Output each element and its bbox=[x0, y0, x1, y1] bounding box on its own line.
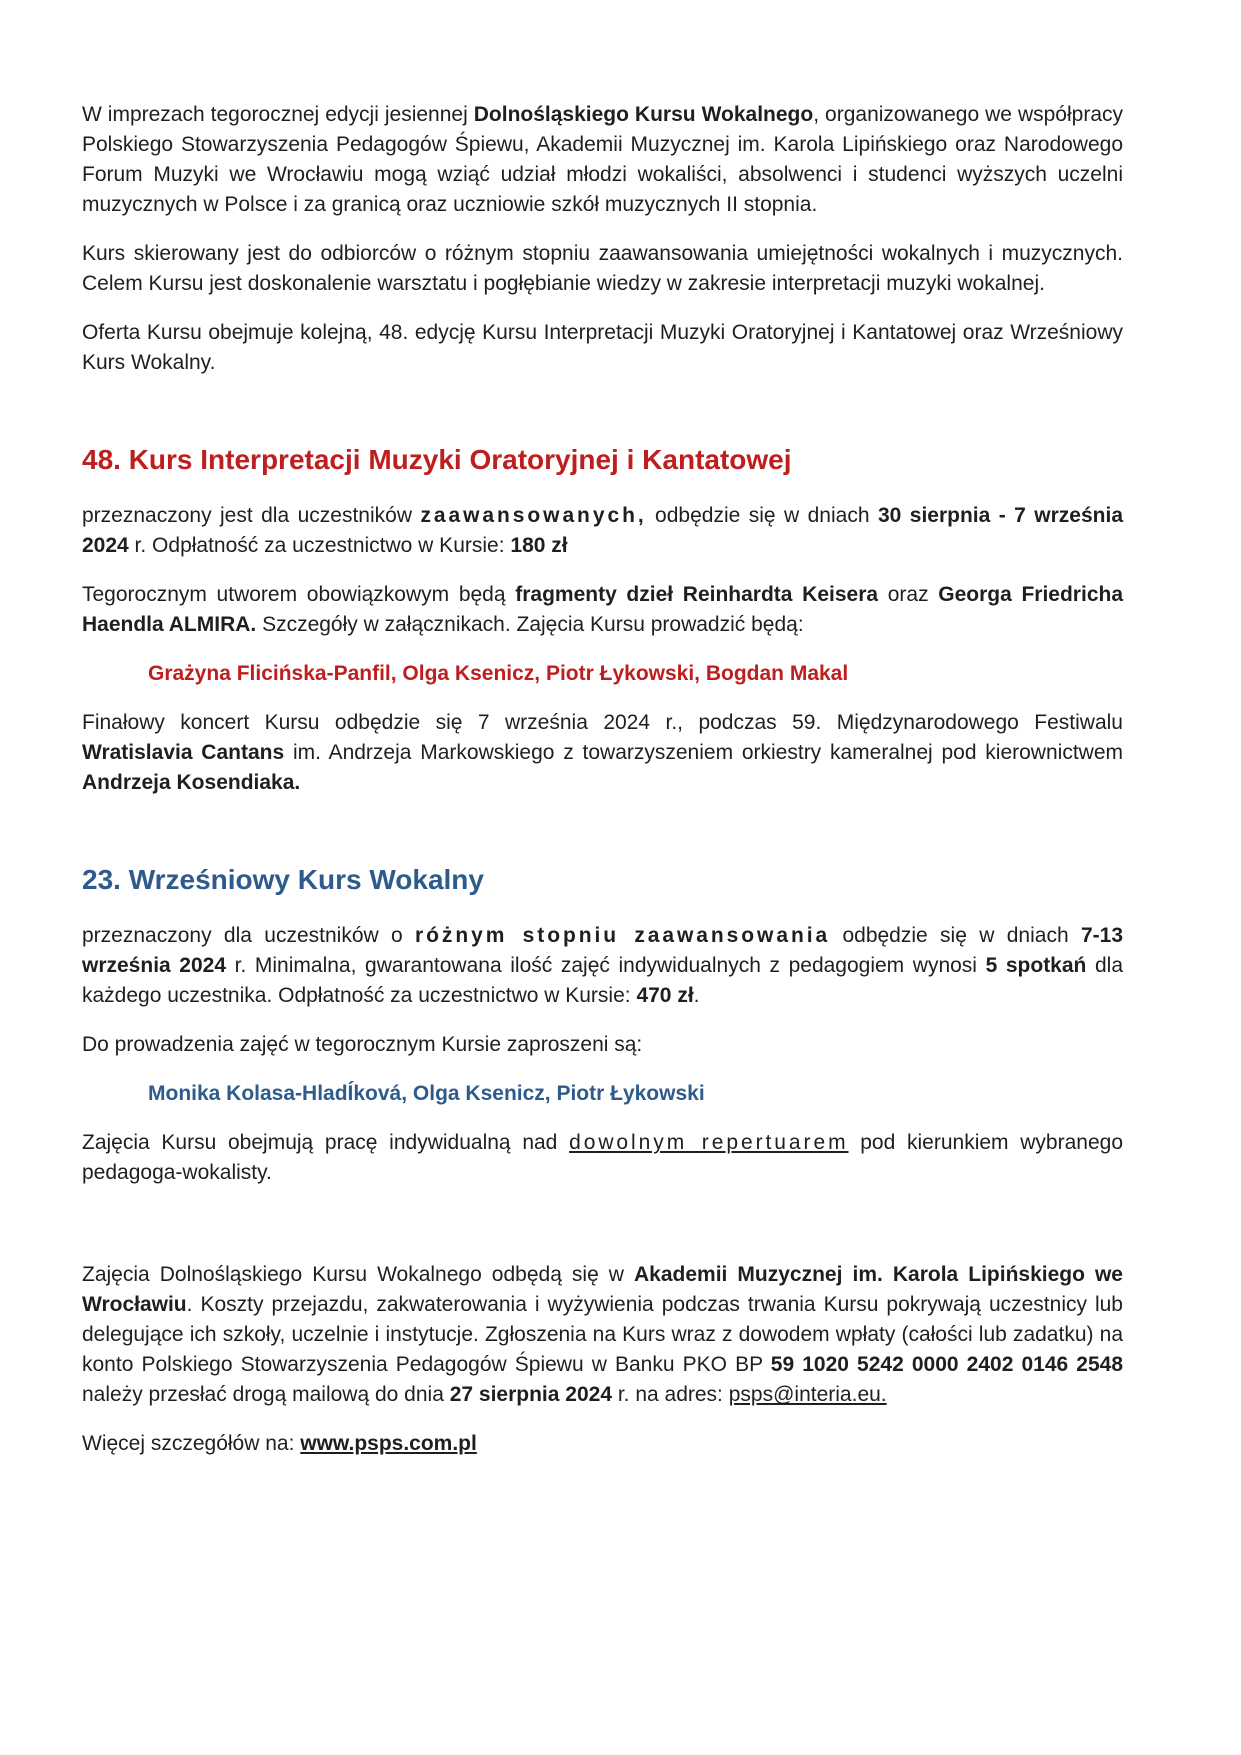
text-run: r. Odpłatność za uczestnictwo w Kursie: bbox=[128, 534, 511, 558]
paragraph-23-details bbox=[82, 921, 1123, 1011]
text-run: dowolnym repertuarem bbox=[569, 1131, 849, 1155]
teachers-23-names bbox=[82, 1079, 1123, 1109]
paragraph-23-repertoire bbox=[82, 1128, 1123, 1188]
paragraph-48-repertoire bbox=[82, 580, 1123, 640]
text-run: Zajęcia Kursu obejmują pracę indywidualną nad bbox=[82, 1131, 570, 1155]
text-run: Akademii Muzycznej im. Karola Lipińskiego we Wrocławiu bbox=[82, 1263, 1123, 1317]
text-run: Oferta Kursu obejmuje kolejną, 48. edycję Kursu Interpretacji Muzyki Oratoryjnej i Kantatowej oraz Wrześniowy Kurs Wokalny. bbox=[82, 321, 1123, 375]
text-run: Tegorocznym utworem obowiązkowym będą bbox=[82, 583, 516, 607]
text-run: Do prowadzenia zajęć w tegorocznym Kursie zaproszeni są: bbox=[82, 1033, 643, 1057]
text-run: Kurs skierowany jest do odbiorców o różnym stopniu zaawansowania umiejętności wokalnych i muzycznych. Celem Kursu jest doskonalenie warsztatu i pogłębianie wiedzy w zakresie interpretacji muzyki wokalnej. bbox=[82, 242, 1123, 296]
text-run: oraz bbox=[878, 583, 939, 607]
text-run: odbędzie się w dniach bbox=[830, 924, 1081, 948]
text-run: przeznaczony jest dla uczestników bbox=[82, 504, 421, 528]
text-run: Więcej szczegółów na: bbox=[82, 1432, 301, 1456]
text-run: Andrzeja Kosendiaka. bbox=[82, 771, 301, 795]
text-run: Grażyna Flicińska-Panfil, Olga Ksenicz, Piotr Łykowski, Bogdan Makal bbox=[148, 662, 849, 686]
text-run: 27 sierpnia 2024 bbox=[449, 1383, 612, 1407]
text-run: . Koszty przejazdu, zakwaterowania i wyżywienia podczas trwania Kursu pokrywają uczestnicy lub delegujące ich szkoły, uczelnie i instytucje. Zgłoszenia na Kurs wraz z dowodem wpłaty (całości lub zadatku) na konto Polskiego Stowarzyszenia Pedagogów Śpiewu w Banku PKO BP bbox=[82, 1293, 1123, 1377]
text-run: 30 sierpnia - 7 września 2024 bbox=[82, 504, 1124, 558]
text-run: Finałowy koncert Kursu odbędzie się 7 września 2024 r., podczas 59. Międzynarodowego Festiwalu bbox=[82, 711, 1123, 735]
text-run: Szczegóły w załącznikach. Zajęcia Kursu prowadzić będą: bbox=[256, 613, 804, 637]
text-run: r. na adres: bbox=[612, 1383, 729, 1407]
paragraph-48-final-concert bbox=[82, 708, 1123, 798]
text-run: Monika Kolasa-HladÍková, Olga Ksenicz, Piotr Łykowski bbox=[148, 1082, 705, 1106]
text-run: 5 spotkań bbox=[985, 954, 1087, 978]
email-link[interactable]: psps@interia.eu. bbox=[728, 1383, 887, 1407]
text-run: Georga Friedricha Haendla ALMIRA. bbox=[82, 583, 1123, 637]
website-link[interactable]: www.psps.com.pl bbox=[300, 1432, 477, 1456]
text-run: pod kierunkiem wybranego pedagoga-wokalisty. bbox=[82, 1131, 1123, 1185]
paragraph-audience bbox=[82, 239, 1123, 299]
text-run: Zajęcia Dolnośląskiego Kursu Wokalnego odbędą się w bbox=[82, 1263, 635, 1287]
text-run: 59 1020 5242 0000 2402 0146 2548 bbox=[770, 1353, 1123, 1377]
heading-23-wrzesniowy-kurs: 23. Wrześniowy Kurs Wokalny bbox=[82, 864, 484, 896]
text-run: przeznaczony dla uczestników o bbox=[82, 924, 416, 948]
text-run: fragmenty dzieł Reinhardta Keisera bbox=[515, 583, 879, 607]
text-run: Dolnośląskiego Kursu Wokalnego bbox=[473, 103, 814, 126]
paragraph-organization-info bbox=[82, 1260, 1123, 1410]
paragraph-23-invited bbox=[82, 1030, 1123, 1060]
paragraph-48-details bbox=[82, 501, 1123, 561]
paragraph-offer bbox=[82, 318, 1123, 378]
paragraph-intro bbox=[82, 100, 1123, 220]
text-run: W imprezach tegorocznej edycji jesiennej bbox=[82, 103, 474, 126]
text-run: należy przesłać drogą mailową do dnia bbox=[82, 1383, 450, 1407]
heading-48-kurs-interpretacji: 48. Kurs Interpretacji Muzyki Oratoryjnej i Kantatowej bbox=[82, 444, 792, 476]
text-run: , organizowanego we współpracy Polskiego Stowarzyszenia Pedagogów Śpiewu, Akademii Muzycznej im. Karola Lipińskiego oraz Narodowego Forum Muzyki we Wrocławiu mogą wziąć udział młodzi wokaliści, absolwenci i studenci wyższych uczelni muzycznych w Polsce i za granicą oraz uczniowie szkół muzycznych II stopnia. bbox=[82, 103, 1123, 217]
text-run: 470 zł bbox=[636, 984, 694, 1008]
text-run: 7-13 września 2024 bbox=[82, 924, 1124, 978]
text-run: Wratislavia Cantans bbox=[82, 741, 285, 765]
text-run: r. Minimalna, gwarantowana ilość zajęć indywidualnych z pedagogiem wynosi bbox=[226, 954, 986, 978]
text-run: dla każdego uczestnika. Odpłatność za uczestnictwo w Kursie: bbox=[82, 954, 1124, 1008]
text-run: im. Andrzeja Markowskiego z towarzyszeniem orkiestry kameralnej pod kierownictwem bbox=[284, 741, 1123, 765]
text-run: zaawansowanych, bbox=[420, 504, 647, 528]
teachers-48-names bbox=[82, 659, 1123, 689]
text-run: odbędzie się w dniach bbox=[646, 504, 878, 528]
text-run: . bbox=[693, 984, 700, 1008]
paragraph-more-details bbox=[82, 1429, 1123, 1459]
text-run: różnym stopniu zaawansowania bbox=[415, 924, 831, 948]
text-run: 180 zł bbox=[510, 534, 568, 558]
